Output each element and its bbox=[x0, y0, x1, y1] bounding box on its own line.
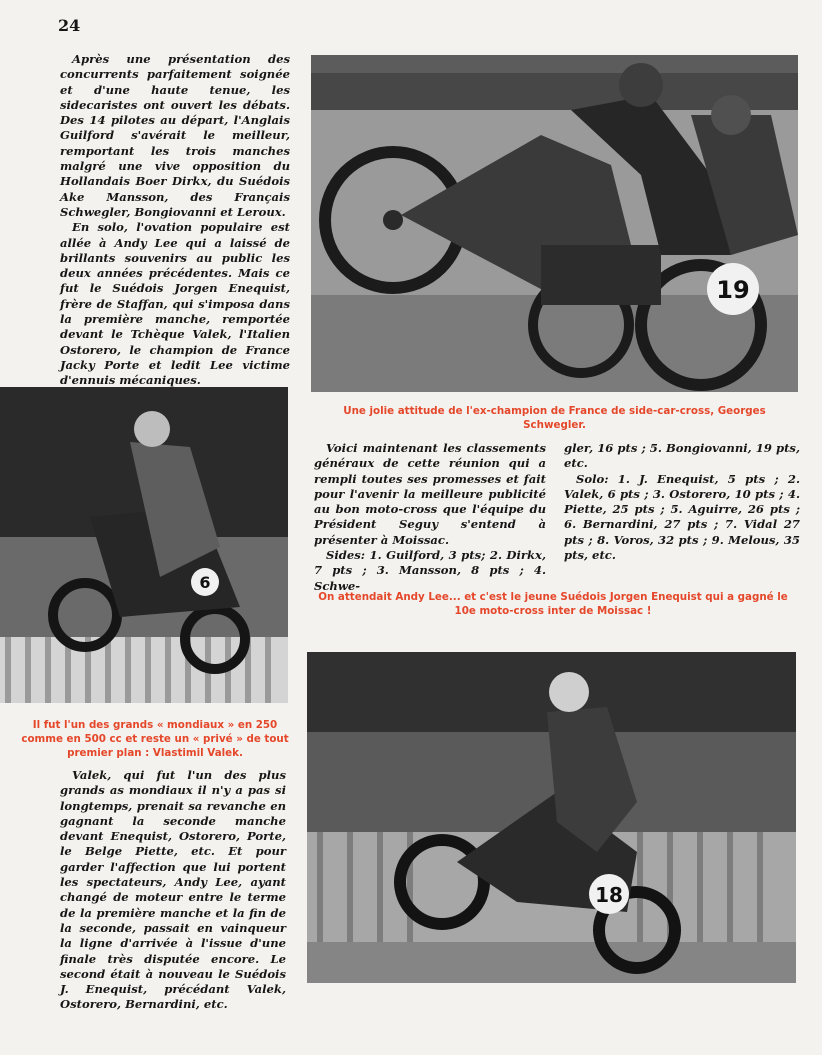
photo-schwegler bbox=[311, 55, 798, 392]
paragraph: Sides: 1. Guilford, 3 pts; 2. Dirkx, 7 pts ; 3. Mansson, 8 pts ; 4. Schwe- bbox=[314, 548, 546, 593]
photo-enequist bbox=[307, 652, 796, 983]
photo-valek bbox=[0, 387, 288, 703]
paragraph: Valek, qui fut l'un des plus grands as mondiaux il n'y a pas si longtemps, prenait sa revanche en gagnant la seconde manche devant Enequist, Ostorero, Porte, le Belge Piette, etc. Et pour garder l'affection que lui portent les spectateurs, Andy Lee, ayant changé de moteur entre le terme de la première manche et la fin de la seconde, passait en vainqueur la ligne d'arrivée à l'issue d'une finale très disputée encore. Le second était à nouveau le Suédois J. Enequist, précédant Valek, Ostorero, Bernardini, etc. bbox=[60, 768, 286, 1012]
caption-enequist: On attendait Andy Lee... et c'est le jeune Suédois Jorgen Enequist qui a gagné le 10e moto-cross inter de Moissac ! bbox=[318, 591, 788, 617]
paragraph: Après une présentation des concurrents parfaitement soignée et d'une haute tenue, les sidecaristes ont ouvert les débats. Des 14 pilotes au départ, l'Anglais Guilford s'avérait le meilleur, remportant les trois manches malgré une vive opposition du Hollandais Boer Dirkx, du Suédois Ake Mansson, des Français Schwegler, Bongiovanni et Leroux. bbox=[60, 52, 290, 219]
paragraph: En solo, l'ovation populaire est allée à Andy Lee qui a laissé de brillants souvenirs au public les deux années précédentes. Mais ce fut le Suédois Jorgen Enequist, frère de Staffan, qui s'imposa dans la première manche, remportée devant le Tchèque Valek, l'Italien Ostorero, le champion de France Jacky Porte et ledit Lee victime d'ennuis mécaniques. bbox=[60, 220, 290, 388]
page-number: 24 bbox=[58, 16, 81, 35]
caption-schwegler: Une jolie attitude de l'ex-champion de France de side-car-cross, Georges Schwegler. bbox=[343, 405, 766, 431]
paragraph: Solo: 1. J. Enequist, 5 pts ; 2. Valek, 6 pts ; 3. Ostorero, 10 pts ; 4. Piette, 25 pts ; 5. Aguirre, 26 pts ; 6. Bernardini, 27 pts ; 7. Vidal 27 pts ; 8. Voros, 32 pts ; 9. Melous, 35 pts, etc. bbox=[564, 471, 800, 563]
article-column-4 bbox=[564, 441, 800, 563]
caption-valek: Il fut l'un des grands « mondiaux » en 250 comme en 500 cc et reste un « privé » de tout premier plan : Vlastimil Valek. bbox=[21, 719, 289, 759]
paragraph: gler, 16 pts ; 5. Bongiovanni, 19 pts, etc. bbox=[564, 441, 800, 471]
paragraph: Voici maintenant les classements généraux de cette réunion qui a rempli toutes ses promesses et fait pour l'avenir la meilleure publicité au bon moto-cross que l'équipe du Président Seguy s'entend à présenter à Moissac. bbox=[314, 441, 546, 547]
number-plate-text: 18 bbox=[595, 883, 623, 907]
article-column-3 bbox=[314, 441, 546, 594]
number-plate-text: 19 bbox=[716, 276, 750, 304]
article-column-2 bbox=[60, 768, 286, 1013]
number-plate-text: 6 bbox=[199, 573, 211, 592]
article-column-1 bbox=[60, 52, 290, 389]
